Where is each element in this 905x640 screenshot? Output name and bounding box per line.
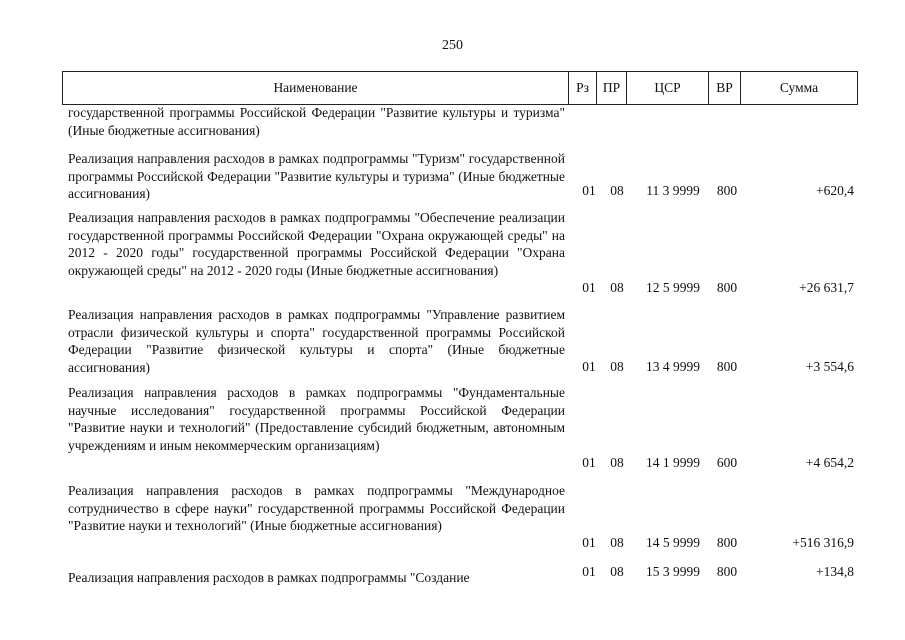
row-sum: +26 631,7 — [799, 280, 854, 295]
row-pr: 08 — [610, 280, 624, 295]
row-rz: 01 — [582, 280, 596, 295]
row-vr: 800 — [716, 535, 738, 550]
row-vr: 800 — [716, 183, 738, 198]
column-header-vr: ВР — [709, 72, 741, 104]
page-number: 250 — [442, 38, 463, 53]
row-pr: 08 — [610, 359, 624, 374]
row-pr: 08 — [610, 535, 624, 550]
table-row — [68, 566, 858, 588]
table-row — [68, 104, 858, 144]
row-rz: 01 — [582, 455, 596, 470]
row-name: Реализация направления расходов в рамках подпрограммы "Управление развитием отрасли физической культуры и спорта" государственной программы Российской Федерации "Развитие физической культуры и спорта" (Иные бюджетные ассигнования) — [68, 307, 565, 375]
table-header — [62, 71, 858, 105]
row-sum: +4 654,2 — [805, 455, 854, 470]
row-name: Реализация направления расходов в рамках подпрограммы "Международное сотрудничество в сфере науки" государственной программы Российской Федерации "Развитие науки и технологий" (Иные бюджетные ассигнования) — [68, 483, 565, 533]
row-name: Реализация направления расходов в рамках подпрограммы "Создание — [68, 570, 470, 585]
row-rz: 01 — [582, 564, 596, 579]
row-rz: 01 — [582, 359, 596, 374]
column-header-csr: ЦСР — [627, 72, 709, 104]
row-rz: 01 — [582, 183, 596, 198]
column-header-pr: ПР — [597, 72, 627, 104]
column-header-rz: Рз — [569, 72, 597, 104]
row-csr: 15 3 9999 — [646, 564, 700, 579]
row-name: Реализация направления расходов в рамках подпрограммы "Туризм" государственной программы Российской Федерации "Развитие культуры и туризма" (Иные бюджетные ассигнования) — [68, 151, 565, 201]
row-csr: 14 5 9999 — [646, 535, 700, 550]
table-row — [68, 150, 858, 204]
row-name: Реализация направления расходов в рамках подпрограммы "Фундаментальные научные исследования" государственной программы Российской Федерации "Развитие науки и технологий" (Предоставление субсидий бюджетным, автономным учреждениям и иным некоммерческим организациям) — [68, 385, 565, 453]
row-csr: 14 1 9999 — [646, 455, 700, 470]
table-row — [68, 384, 858, 474]
row-pr: 08 — [610, 455, 624, 470]
row-sum: +620,4 — [816, 183, 854, 198]
row-csr: 13 4 9999 — [646, 359, 700, 374]
column-header-sum: Сумма — [779, 80, 819, 95]
table-row — [68, 306, 858, 378]
row-pr: 08 — [610, 183, 624, 198]
row-name: Реализация направления расходов в рамках подпрограммы "Обеспечение реализации государственной программы Российской Федерации "Охрана окружающей среды" на 2012 - 2020 годы" государственной программы Российской Федерации "Охрана окружающей среды" на 2012 - 2020 годы (Иные бюджетные ассигнования) — [68, 210, 565, 278]
row-rz: 01 — [582, 535, 596, 550]
row-sum: +3 554,6 — [805, 359, 854, 374]
row-pr: 08 — [610, 564, 624, 579]
table-row — [68, 482, 858, 554]
row-vr: 800 — [716, 280, 738, 295]
row-csr: 12 5 9999 — [646, 280, 700, 295]
row-vr: 800 — [716, 564, 738, 579]
row-sum: +516 316,9 — [792, 535, 854, 550]
row-csr: 11 3 9999 — [646, 183, 700, 198]
row-sum: +134,8 — [816, 564, 854, 579]
column-header-name: Наименование — [63, 72, 569, 104]
row-vr: 800 — [716, 359, 738, 374]
row-name: государственной программы Российской Федерации "Развитие культуры и туризма" (Иные бюджетные ассигнования) — [68, 105, 565, 138]
row-vr: 600 — [716, 455, 738, 470]
table-row — [68, 209, 858, 299]
